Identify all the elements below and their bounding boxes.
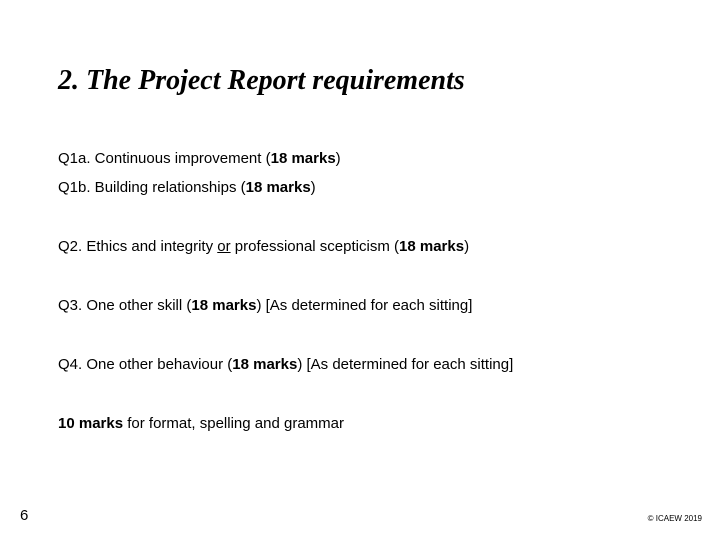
requirement-text-continued: professional scepticism (: [230, 238, 399, 255]
requirement-q2: [58, 237, 469, 257]
requirement-q4: [58, 355, 513, 375]
marks-label: 18 marks: [232, 356, 298, 373]
marks-label: 18 marks: [399, 238, 465, 255]
requirement-text: Q4. One other behaviour (: [58, 356, 233, 373]
requirement-suffix: ): [464, 238, 470, 255]
marks-label: 18 marks: [245, 179, 311, 196]
requirement-text: Q1a. Continuous improvement (: [58, 150, 271, 167]
requirement-suffix: ): [335, 150, 341, 167]
marks-label: 10 marks: [58, 415, 124, 432]
requirement-suffix: for format, spelling and grammar: [123, 415, 344, 432]
marks-label: 18 marks: [270, 150, 336, 167]
requirement-suffix: ) [As determined for each sitting]: [297, 356, 514, 373]
marks-label: 18 marks: [191, 297, 257, 314]
requirement-format-marks: [58, 414, 344, 434]
requirement-text: Q2. Ethics and integrity: [58, 238, 218, 255]
requirement-q3: [58, 296, 472, 316]
requirement-q1b: [58, 178, 316, 198]
copyright-notice: © ICAEW 2019: [647, 514, 702, 523]
requirement-suffix: ): [310, 179, 316, 196]
requirement-suffix: ) [As determined for each sitting]: [256, 297, 473, 314]
page-number: 6: [20, 507, 29, 524]
requirement-text: Q1b. Building relationships (: [58, 179, 246, 196]
requirement-text: Q3. One other skill (: [58, 297, 192, 314]
requirement-q1a: [58, 149, 341, 169]
requirement-connector: or: [217, 238, 231, 255]
slide-title: 2. The Project Report requirements: [58, 65, 465, 96]
